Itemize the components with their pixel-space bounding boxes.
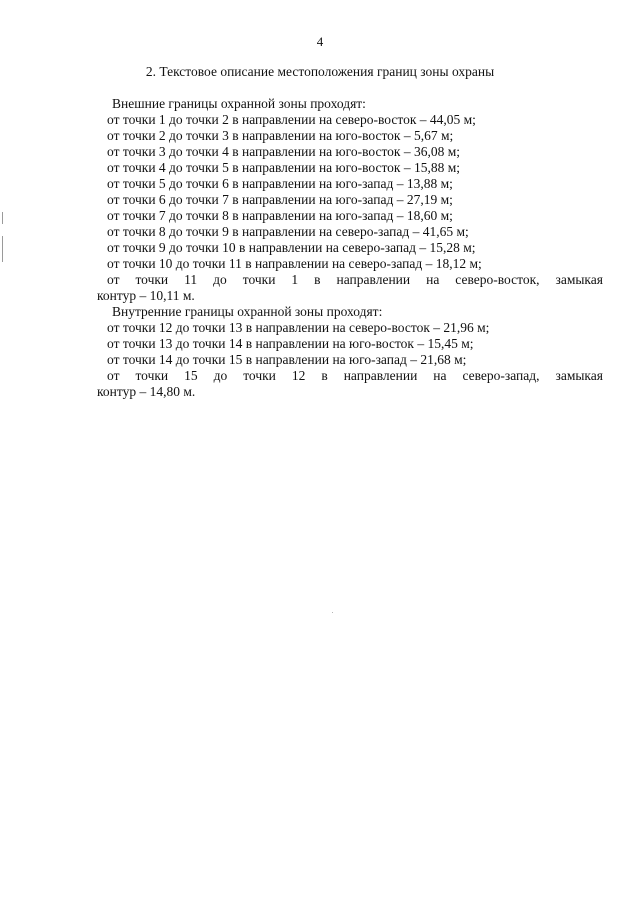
inner-boundary-closing-continuation: контур – 14,80 м. [97,384,196,399]
outer-boundary-closing-continuation: контур – 10,11 м. [97,288,195,303]
scan-edge-mark [2,212,3,224]
outer-boundary-line: от точки 4 до точки 5 в направлении на юго-восток – 15,88 м; [107,160,461,175]
inner-boundary-closing-line: от точки 15 до точки 12 в направлении на северо-запад, замыкая [107,368,603,383]
inner-boundaries-heading: Внутренние границы охранной зоны проходят: [112,304,383,319]
outer-boundary-line: от точки 2 до точки 3 в направлении на юго-восток – 5,67 м; [107,128,454,143]
page-number: 4 [316,34,324,49]
outer-boundary-line: от точки 5 до точки 6 в направлении на юго-запад – 13,88 м; [107,176,453,191]
outer-boundaries-heading: Внешние границы охранной зоны проходят: [112,96,366,111]
inner-boundary-line: от точки 12 до точки 13 в направлении на северо-восток – 21,96 м; [107,320,490,335]
outer-boundary-line: от точки 7 до точки 8 в направлении на юго-запад – 18,60 м; [107,208,453,223]
outer-boundary-line: от точки 8 до точки 9 в направлении на северо-запад – 41,65 м; [107,224,469,239]
scan-speck [332,612,333,613]
inner-boundary-line: от точки 14 до точки 15 в направлении на юго-запад – 21,68 м; [107,352,467,367]
outer-boundary-line: от точки 10 до точки 11 в направлении на северо-запад – 18,12 м; [107,256,482,271]
outer-boundary-line: от точки 3 до точки 4 в направлении на юго-восток – 36,08 м; [107,144,461,159]
outer-boundary-line: от точки 9 до точки 10 в направлении на северо-запад – 15,28 м; [107,240,476,255]
outer-boundary-closing-line: от точки 11 до точки 1 в направлении на северо-восток, замыкая [107,272,603,287]
section-title: 2. Текстовое описание местоположения границ зоны охраны [145,64,495,79]
inner-boundary-line: от точки 13 до точки 14 в направлении на юго-восток – 15,45 м; [107,336,474,351]
outer-boundary-line: от точки 1 до точки 2 в направлении на северо-восток – 44,05 м; [107,112,476,127]
outer-boundary-line: от точки 6 до точки 7 в направлении на юго-запад – 27,19 м; [107,192,453,207]
scan-edge-mark [2,236,3,262]
boundary-description [97,96,603,400]
